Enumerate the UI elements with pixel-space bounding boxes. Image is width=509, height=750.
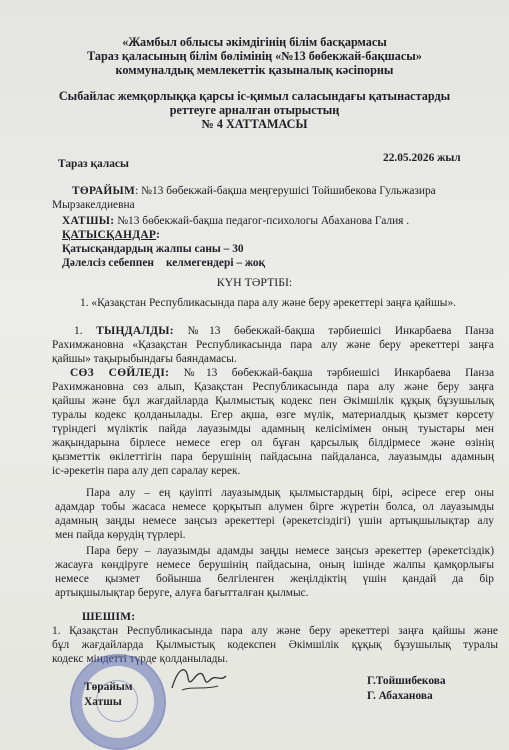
spoke-line-5: түріндегі мүліктік пайда лауазымды адамның келісімімен оның туыстары мен bbox=[52, 423, 494, 435]
chair-signature-label: Төрайым bbox=[84, 681, 133, 693]
chair-line bbox=[72, 184, 436, 198]
spoke-line-4: туралы кодекс қолданылады. Егер ақша, өзге мүлік, материалдық қызмет көрсету bbox=[52, 409, 494, 421]
listened-line-1 bbox=[74, 324, 494, 338]
listened-line-3: қайшы» тақырыбындағы баяндамасы. bbox=[52, 353, 237, 365]
participants-heading bbox=[62, 228, 160, 242]
place: Тараз қаласы bbox=[58, 158, 129, 170]
chair-label: ТӨРАЙЫМ bbox=[72, 185, 136, 197]
participants-absent bbox=[62, 256, 265, 270]
absent-value: келмегендері – жоқ bbox=[165, 257, 266, 269]
spoke-line-7: қызметтік өкілеттігін пара берушінің пайдасына пайдаланса, лауазымды адамның bbox=[52, 451, 494, 463]
bribe-taking-line-1: Пара алу – ең қауіпті лауазымдық қылмыстардың бірі, әсіресе егер оны bbox=[86, 487, 494, 499]
participants-total: Қатысқандардың жалпы саны – 30 bbox=[62, 243, 244, 255]
listened-label: ТЫҢДАЛДЫ: bbox=[96, 325, 174, 337]
org-line-3: коммуналдық мемлекеттік қазыналық кәсіпорны bbox=[115, 63, 394, 77]
listened-num: 1. bbox=[74, 325, 83, 337]
spoke-line-8: іс-әрекетін пара алу деп саралау керек. bbox=[52, 465, 241, 477]
agenda-title: КҮН ТӘРТІБІ: bbox=[216, 275, 293, 289]
doc-title-number: № 4 ХАТТАМАСЫ bbox=[201, 117, 308, 131]
agenda-item-1: 1. «Қазақстан Республикасында пара алу және беру әрекеттері заңға қайшы». bbox=[80, 297, 456, 309]
signature-image bbox=[168, 660, 228, 696]
decision-line-1: 1. Қазақстан Республикасында пара алу және беру әрекеттері заңға қайшы және bbox=[52, 625, 498, 637]
participants-label: ҚАТЫСҚАНДАР bbox=[62, 229, 157, 241]
org-line-2: Тараз қаласының білім бөлімінің «№13 бөбекжай-бақшасы» bbox=[87, 49, 422, 63]
secretary-signature-label: Хатшы bbox=[84, 696, 122, 708]
decision-title: ШЕШІМ: bbox=[82, 611, 136, 623]
spoke-line-2: Рахимжановна сөз алып, Қазақстан Республикасында пара алу және беру заңға bbox=[52, 381, 494, 393]
absent-label: Дәлелсіз себеппен bbox=[62, 257, 154, 269]
spoke-line-3: қайшы және бұл жағдайларда Қылмыстық кодекс пен Әкімшілік құқық бұзушылық bbox=[52, 395, 494, 407]
chair-name: Г.Тойшибекова bbox=[367, 675, 446, 687]
secretary-text: №13 бөбекжай-бақша педагог-психологы Абаханова Галия . bbox=[114, 215, 410, 227]
bribe-giving-line-2: жасауға көндіруге немесе берушінің пайдасына, оның ішінде жалпы қамқорлығы bbox=[55, 559, 494, 571]
doc-title-line-1: Сыбайлас жемқорлыққа қарсы іс-қимыл саласындағы қатынастарды bbox=[58, 89, 451, 103]
chair-text-2: Мырзакелдиевна bbox=[52, 199, 135, 211]
org-line-1: «Жамбыл облысы әкімдігінің білім басқармасы bbox=[122, 35, 387, 49]
decision-line-3: кодекс міндетті түрде қолданылады. bbox=[52, 653, 228, 665]
bribe-taking-line-4: мен пайда көрудің түрлері. bbox=[55, 529, 186, 541]
listened-text-1: №13 бөбекжай-бақша тәрбиешісі Инкарбаева Панза bbox=[187, 325, 494, 337]
secretary-name: Г. Абаханова bbox=[367, 690, 433, 702]
date: 22.05.2026 жыл bbox=[383, 152, 461, 164]
doc-title-line-2: реттеуге арналған отырыстың bbox=[169, 103, 340, 117]
spoke-line-1 bbox=[70, 366, 494, 380]
secretary-label: ХАТШЫ: bbox=[62, 215, 115, 227]
bribe-taking-line-3: адамның заңды немесе заңсыз әрекеттері (әрекетсіздігі) үшін артықшылықтар алу bbox=[55, 515, 494, 527]
bribe-giving-line-1: Пара беру – лауазымды адамды заңды немесе заңсыз әрекеттер (әрекетсіздік) bbox=[86, 545, 494, 557]
spoke-text-1: №13 бөбекжай-бақша тәрбиешісі Инкарбаева Панза bbox=[183, 367, 494, 379]
spoke-label: СӨЗ СӨЙЛЕДІ: bbox=[70, 367, 170, 379]
spoke-line-6: жақындарына бірлесе немесе егер ол бұған қарсылық білдірмесе және өзінің bbox=[52, 437, 494, 449]
chair-text: : №13 бөбекжай-бақша меңгерушісі Тойшибекова Гульжазира bbox=[135, 185, 436, 197]
decision-line-2: бұл жағдайларда Қылмыстық кодекспен Әкімшілік құқық бұзушылық туралы bbox=[52, 639, 498, 651]
bribe-taking-line-2: адамдар тобы жасаса немесе қорқытып алумен бірге жүретін болса, ол лауазымды bbox=[55, 501, 494, 513]
secretary-line bbox=[62, 214, 409, 228]
participants-colon: : bbox=[156, 229, 160, 241]
bribe-giving-line-3: немесе қызмет бойынша белгіленген жеңілдіктің үшін қандай да бір bbox=[55, 573, 494, 585]
bribe-giving-line-4: артықшылықтар беруге, алуға бағытталған қылмыс. bbox=[55, 587, 309, 599]
listened-line-2: Рахимжановна «Қазақстан Республикасында пара алу және беру әрекеттері заңға bbox=[52, 339, 494, 351]
